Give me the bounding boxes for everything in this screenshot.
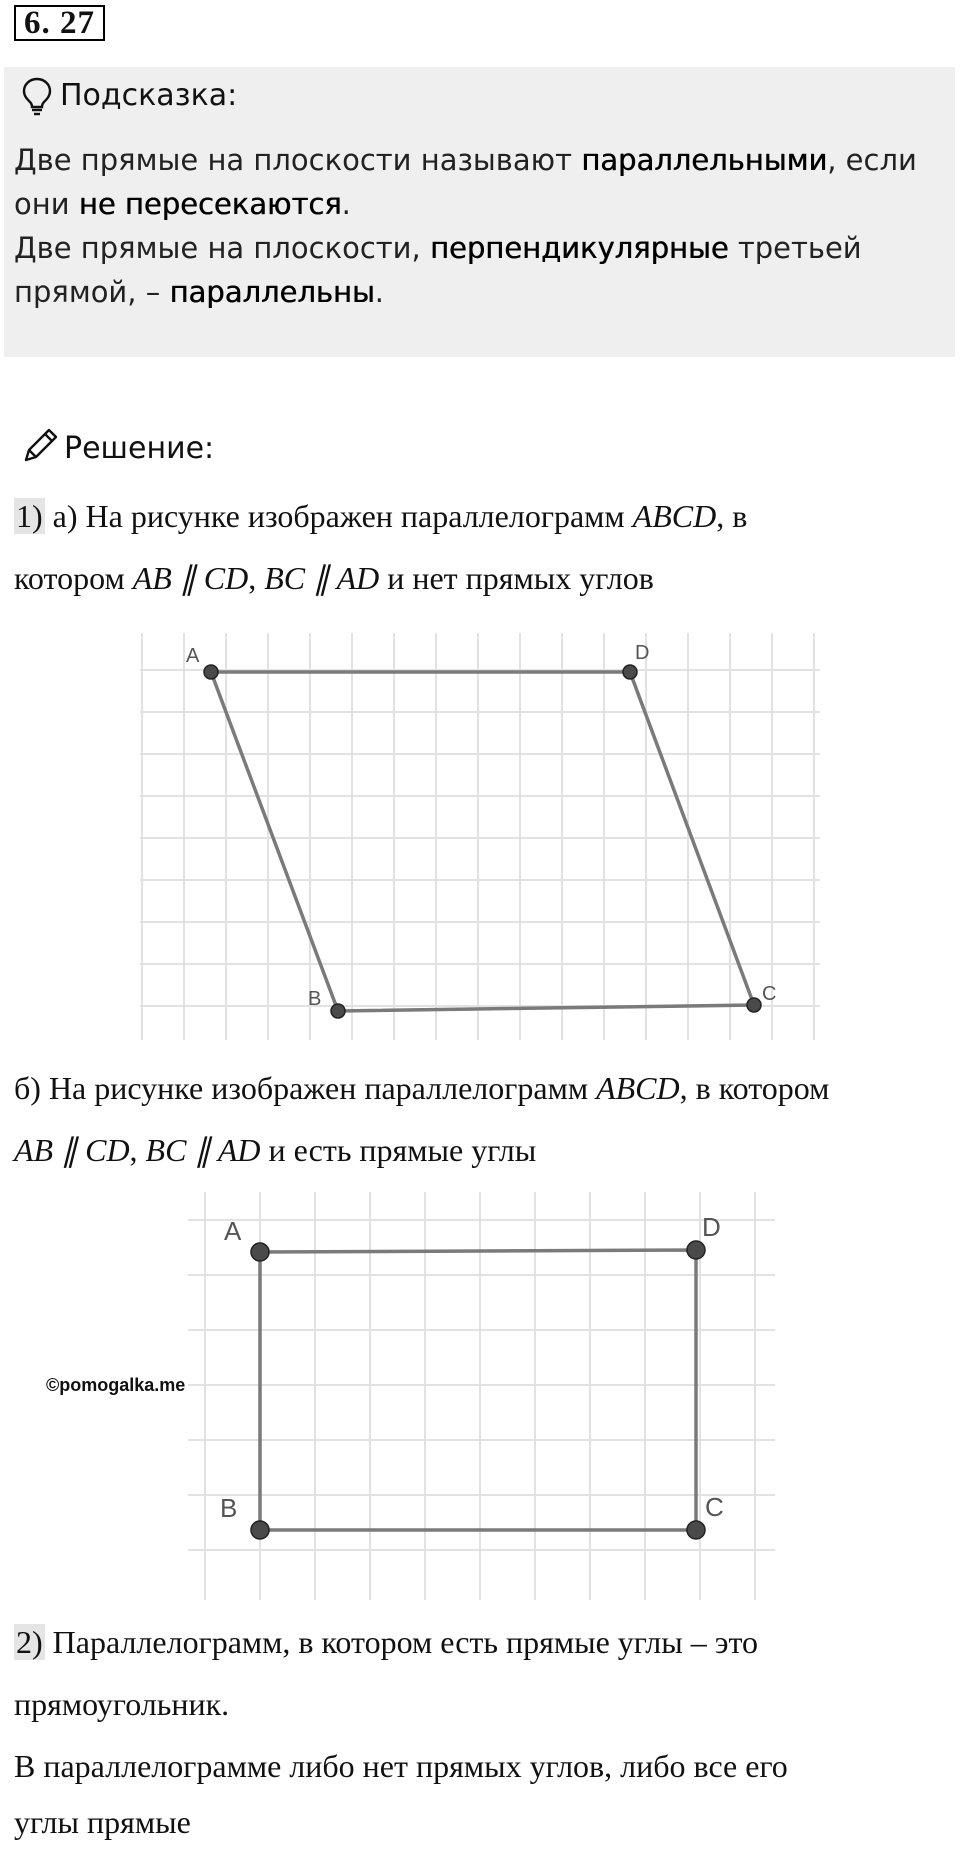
figure-rectangle xyxy=(180,1190,780,1605)
solution-paragraph-3: 2) Параллелограмм, в котором есть прямые углы – это xyxy=(16,1624,759,1660)
vertex-c xyxy=(747,998,761,1012)
vertex-b xyxy=(331,1004,345,1018)
label-c: C xyxy=(762,983,777,1005)
solution-paragraph-4: В параллелограмме либо нет прямых углов, либо все его xyxy=(14,1748,788,1784)
problem-number: 6. 27 xyxy=(14,5,105,41)
vertex-d xyxy=(623,665,637,679)
solution-paragraph-1: 1) а) На рисунке изображен параллелограмм ABCD, в xyxy=(16,498,748,534)
label-c: C xyxy=(705,1492,724,1522)
step-marker: 1) xyxy=(16,498,43,534)
label-d: D xyxy=(702,1212,721,1242)
solution-paragraph-1-line-2: котором AB ∥ CD, BC ∥ AD и нет прямых углов xyxy=(14,560,654,596)
solution-paragraph-3-line-2: прямоугольник. xyxy=(14,1686,230,1722)
vertex-c xyxy=(687,1521,705,1539)
step-marker: 2) xyxy=(16,1624,43,1660)
parallelogram-shape xyxy=(211,672,754,1011)
watermark: ©pomogalka.me xyxy=(46,1375,186,1395)
solution-paragraph-4-line-2: углы прямые xyxy=(14,1804,191,1840)
vertex-d xyxy=(687,1241,705,1259)
solution-title: Решение: xyxy=(64,431,215,466)
vertex-a xyxy=(204,665,218,679)
label-b: B xyxy=(220,1493,238,1523)
label-b: B xyxy=(308,988,322,1010)
hint-title: Подсказка: xyxy=(60,78,238,113)
lightbulb-icon xyxy=(20,76,54,116)
label-d: D xyxy=(635,642,650,664)
figure-parallelogram xyxy=(130,625,830,1045)
rectangle-shape xyxy=(260,1250,696,1530)
pencil-icon xyxy=(20,426,60,466)
label-a: A xyxy=(186,645,200,667)
vertex-a xyxy=(251,1243,269,1261)
solution-paragraph-2-line-2: AB ∥ CD, BC ∥ AD и есть прямые углы xyxy=(14,1132,537,1168)
label-a: A xyxy=(224,1216,242,1246)
solution-paragraph-2: б) На рисунке изображен параллелограмм ABCD, в котором xyxy=(14,1070,830,1106)
hint-text: Две прямые на плоскости называют параллельными, если они не пересекаются. Две прямые на плоскости, перпендикулярные третьей прямой, – параллельны. xyxy=(14,143,917,309)
vertex-b xyxy=(251,1521,269,1539)
